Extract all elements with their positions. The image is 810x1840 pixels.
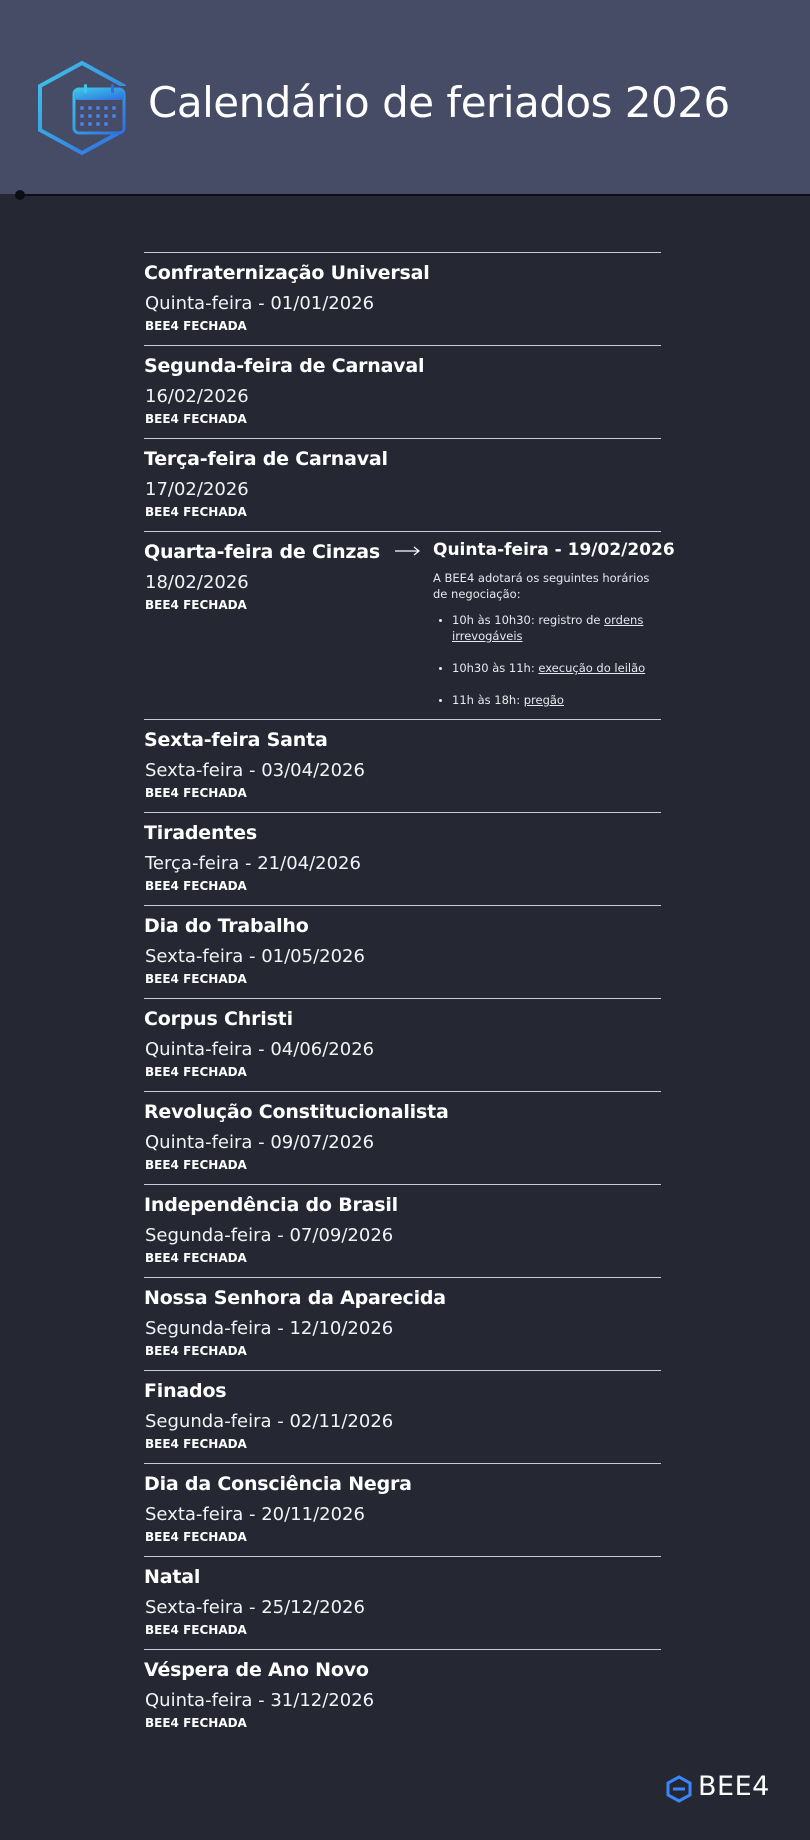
- header-divider-dot: [15, 190, 25, 200]
- holiday-item: [144, 252, 661, 345]
- holiday-item: [144, 719, 661, 812]
- holiday-name: Dia da Consciência Negra: [144, 1473, 412, 1495]
- header-divider: [20, 194, 810, 196]
- holiday-name: Natal: [144, 1566, 201, 1588]
- holiday-item: [144, 1556, 661, 1649]
- holiday-status: BEE4 FECHADA: [145, 412, 247, 426]
- holiday-name: Nossa Senhora da Aparecida: [144, 1287, 446, 1309]
- schedule-link-pregao[interactable]: pregão: [523, 693, 564, 707]
- holiday-status: BEE4 FECHADA: [145, 598, 247, 612]
- holiday-name: Segunda-feira de Carnaval: [144, 355, 425, 377]
- logo-text: BEE4: [698, 1771, 770, 1802]
- schedule-link-execucao-do-leilao[interactable]: execução do leilão: [538, 661, 646, 675]
- holiday-date: Sexta-feira - 01/05/2026: [145, 946, 365, 967]
- page-title: Calendário de feriados 2026: [148, 78, 730, 127]
- holiday-status: BEE4 FECHADA: [145, 879, 247, 893]
- holiday-date: Sexta-feira - 25/12/2026: [145, 1597, 365, 1618]
- holiday-name: Terça-feira de Carnaval: [144, 448, 388, 470]
- holiday-list: [144, 252, 675, 1742]
- holiday-date: Sexta-feira - 03/04/2026: [145, 760, 365, 781]
- holiday-status: BEE4 FECHADA: [145, 1158, 247, 1172]
- holiday-date: Sexta-feira - 20/11/2026: [145, 1504, 365, 1525]
- holiday-date: Segunda-feira - 12/10/2026: [145, 1318, 394, 1339]
- schedule-item: [433, 612, 661, 644]
- holiday-name: Revolução Constitucionalista: [144, 1101, 449, 1123]
- schedule-time: 10h30 às 11h:: [452, 661, 539, 675]
- holiday-item: [144, 812, 661, 905]
- holiday-name: Sexta-feira Santa: [144, 729, 328, 751]
- holiday-item: [144, 1370, 661, 1463]
- holiday-date: Terça-feira - 21/04/2026: [145, 853, 361, 874]
- holiday-item: [144, 1649, 661, 1742]
- holiday-status: BEE4 FECHADA: [145, 1530, 247, 1544]
- schedule-time: 10h às 10h30: registro de: [452, 613, 605, 627]
- holiday-item: [144, 345, 661, 438]
- holiday-name: Corpus Christi: [144, 1008, 293, 1030]
- holiday-status: BEE4 FECHADA: [145, 786, 247, 800]
- holiday-date: Quinta-feira - 31/12/2026: [145, 1690, 375, 1711]
- holiday-item: [144, 1091, 661, 1184]
- note-title: Quinta-feira - 19/02/2026: [433, 540, 675, 560]
- holiday-item: [144, 531, 675, 719]
- holiday-status: BEE4 FECHADA: [145, 1251, 247, 1265]
- trading-hours-note: [433, 540, 675, 724]
- schedule-link-ordens-irrevogaveis[interactable]: ordens irrevogáveis: [452, 613, 644, 643]
- schedule-list: [433, 612, 661, 708]
- holiday-status: BEE4 FECHADA: [145, 1344, 247, 1358]
- holiday-date: Quinta-feira - 09/07/2026: [145, 1132, 375, 1153]
- holiday-date: Quinta-feira - 01/01/2026: [145, 293, 375, 314]
- page-header: [0, 0, 810, 194]
- holiday-item: [144, 1277, 661, 1370]
- holiday-item: [144, 1184, 661, 1277]
- holiday-item: [144, 905, 661, 998]
- holiday-name: Finados: [144, 1380, 227, 1402]
- note-description: A BEE4 adotará os seguintes horários de negociação:: [433, 571, 650, 601]
- holiday-name: Confraternização Universal: [144, 262, 430, 284]
- schedule-time: 11h às 18h:: [452, 693, 524, 707]
- holiday-date: 17/02/2026: [145, 479, 249, 500]
- holiday-date: 16/02/2026: [145, 386, 249, 407]
- holiday-status: BEE4 FECHADA: [145, 972, 247, 986]
- holiday-status: BEE4 FECHADA: [145, 1437, 247, 1451]
- holiday-name: Independência do Brasil: [144, 1194, 398, 1216]
- holiday-status: BEE4 FECHADA: [145, 1065, 247, 1079]
- bee4-hexagon-logo-icon: [666, 1775, 692, 1803]
- holiday-item: [144, 1463, 661, 1556]
- holiday-date: Quinta-feira - 04/06/2026: [145, 1039, 375, 1060]
- holiday-status: BEE4 FECHADA: [145, 1623, 247, 1637]
- holiday-item: [144, 998, 661, 1091]
- holiday-status: BEE4 FECHADA: [145, 505, 247, 519]
- holiday-date: Segunda-feira - 02/11/2026: [145, 1411, 394, 1432]
- holiday-name: Quarta-feira de Cinzas: [144, 541, 381, 563]
- holiday-name: Véspera de Ano Novo: [144, 1659, 369, 1681]
- holiday-item: [144, 438, 661, 531]
- holiday-name: Tiradentes: [144, 822, 257, 844]
- holiday-date: 18/02/2026: [145, 572, 249, 593]
- arrow-right-icon: [395, 545, 421, 557]
- holiday-status: BEE4 FECHADA: [145, 319, 247, 333]
- schedule-item: [433, 692, 661, 708]
- calendar-hexagon-icon: [36, 58, 128, 158]
- schedule-item: [433, 660, 661, 676]
- holiday-name: Dia do Trabalho: [144, 915, 309, 937]
- holiday-date: Segunda-feira - 07/09/2026: [145, 1225, 394, 1246]
- holiday-status: BEE4 FECHADA: [145, 1716, 247, 1730]
